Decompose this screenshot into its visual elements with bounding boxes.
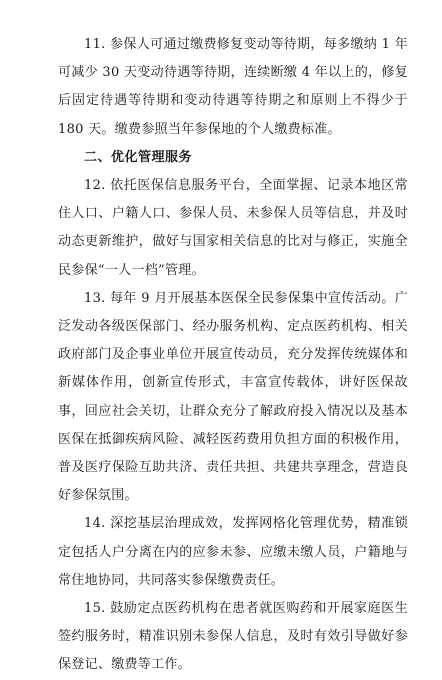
paragraph-15: 15. 鼓励定点医药机构在患者就医购药和开展家庭医生签约服务时，精准识别未参保人信息，及时有效引导做好参保登记、缴费等工作。 [58,601,408,673]
document-body [58,31,408,680]
section-heading-optimize-management: 二、优化管理服务 [84,149,193,165]
paragraph-14: 14. 深挖基层治理成效，发挥网格化管理优势，精准锁定包括人户分离在内的应参未参、应缴未缴人员，户籍地与常住地协同，共同落实参保缴费责任。 [58,516,408,588]
paragraph-13: 13. 每年 9 月开展基本医保全民参保集中宣传活动。广泛发动各级医保部门、经办服务机构、定点医药机构、相关政府部门及企事业单位开展宣传动员，充分发挥传统媒体和新媒体作用，创新宣传形式，丰富宣传载体，讲好医保故事，回应社会关切，让群众充分了解政府投入情况以及基本医保在抵御疾病风险、减轻医药费用负担方面的积极作用，普及医疗保险互助共济、责任共担、共建共享理念，营造良好参保氛围。 [58,290,408,504]
paragraph-11: 11. 参保人可通过缴费修复变动等待期，每多缴纳 1 年可减少 30 天变动待遇等待期，连续断缴 4 年以上的，修复后固定待遇等待期和变动待遇等待期之和原则上不得少于 180 天。缴费参照当年参保地的个人缴费标准。 [58,37,408,137]
paragraph-12: 12. 依托医保信息服务平台，全面掌握、记录本地区常住人口、户籍人口、参保人员、未参保人员等信息，并及时动态更新维护，做好与国家相关信息的比对与修正，实施全民参保“一人一档”管理。 [58,178,408,278]
